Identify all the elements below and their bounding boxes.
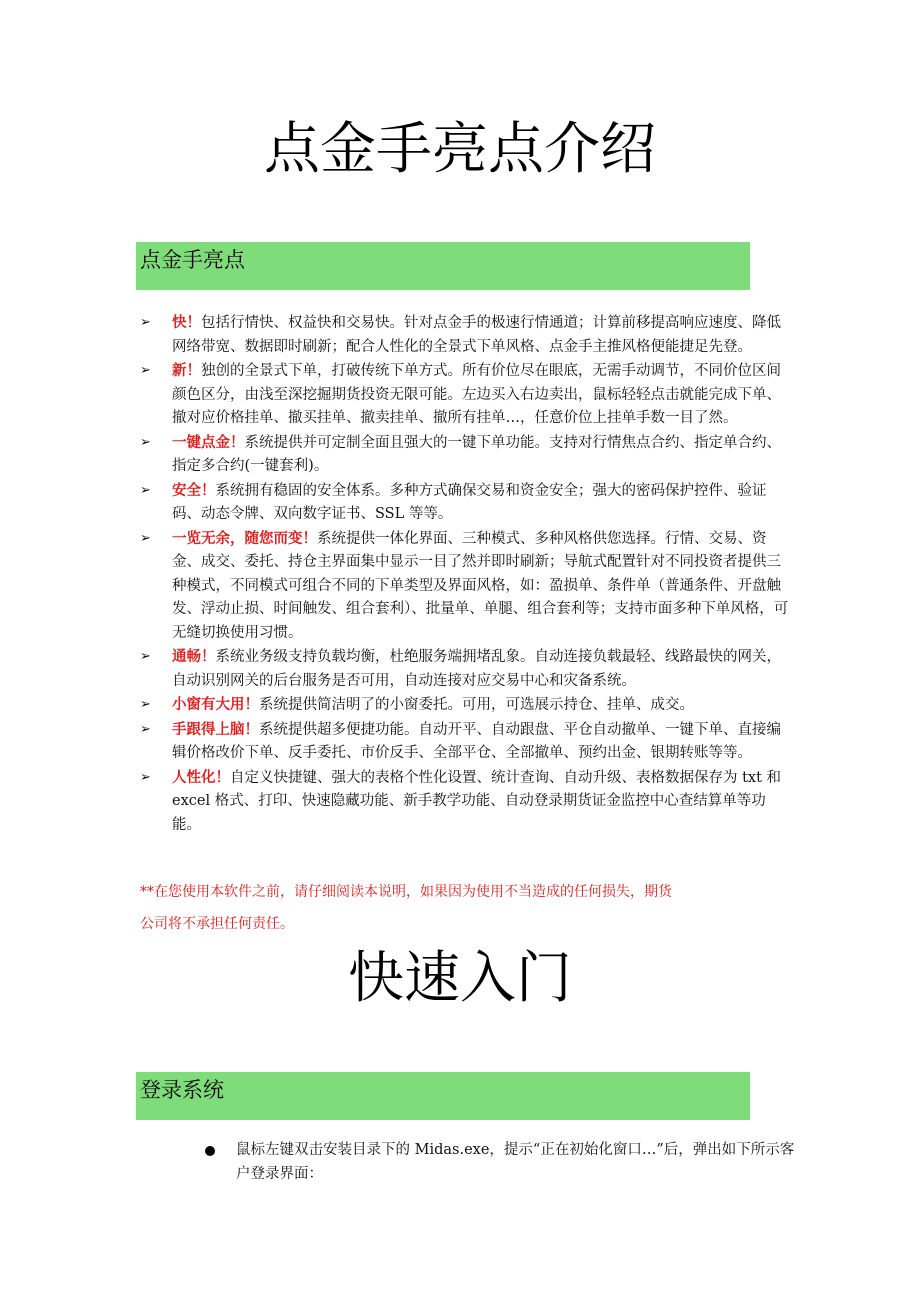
highlight-keyword: 手跟得上脑！ <box>172 720 259 738</box>
arrow-bullet-icon: ➢ <box>140 482 151 498</box>
highlight-keyword: 通畅！ <box>172 648 216 665</box>
highlight-keyword: 安全！ <box>172 481 216 499</box>
highlight-item <box>140 311 790 359</box>
highlight-item <box>140 718 790 766</box>
highlight-text: 系统提供超多便捷功能。自动开平、自动跟盘、平仓自动撤单、一键下单、直接编辑价格改价下单、反手委托、市价反手、全部平仓、全部撤单、预约出金、银期转账等等。 <box>172 721 781 761</box>
login-instruction-text: 鼠标左键双击安装目录下的 Midas.exe，提示“正在初始化窗口…”后，弹出如下所示客户登录界面： <box>236 1142 795 1182</box>
highlight-text: 包括行情快、权益快和交易快。针对点金手的极速行情通道；计算前移提高响应速度、降低网络带宽、数据即时刷新；配合人性化的全景式下单风格、点金手主推风格便能捷足先登。 <box>172 315 781 355</box>
arrow-bullet-icon: ➢ <box>140 530 151 546</box>
highlight-keyword: 一览无余，随您而变！ <box>172 529 317 547</box>
highlight-text: 系统业务级支持负载均衡，杜绝服务端拥堵乱象。自动连接负载最轻、线路最快的网关，自动识别网关的后台服务是否可用，自动连接对应交易中心和灾备系统。 <box>172 649 781 689</box>
section-header-highlights: 点金手亮点 <box>136 242 750 290</box>
arrow-bullet-icon: ➢ <box>140 721 151 737</box>
highlight-item <box>140 359 790 431</box>
highlight-text: 系统拥有稳固的安全体系。多种方式确保交易和资金安全；强大的密码保护控件、验证码、动态令牌、双向数字证书、SSL 等等。 <box>172 482 767 522</box>
highlight-keyword: 人性化！ <box>172 768 230 786</box>
arrow-bullet-icon: ➢ <box>140 649 151 664</box>
highlight-text: 系统提供一体化界面、三种模式、多种风格供您选择。行情、交易、资金、成交、委托、持仓主界面集中显示一目了然并即时刷新；导航式配置针对不同投资者提供三种模式，不同模式可组合不同的下单类型及界面风格，如：盈损单、条件单（普通条件、开盘触发、浮动止损、时间触发、组合套利）、批量单、单腿、组合套利等；支持市面多种下单风格，可无缝切换使用习惯。 <box>172 530 789 641</box>
highlight-text: 系统提供并可定制全面且强大的一键下单功能。支持对行情焦点合约、指定单合约、指定多合约(一键套利)。 <box>172 434 781 474</box>
highlights-list <box>140 311 790 837</box>
highlight-text: 独创的全景式下单，打破传统下单方式。所有价位尽在眼底，无需手动调节，不同价位区间颜色区分，由浅至深挖掘期货投资无限可能。左边买入右边卖出，鼠标轻轻点击就能完成下单、撤对应价格挂单、撤买挂单、撤卖挂单、撤所有挂单…，任意价位上挂单手数一目了然。 <box>172 363 781 426</box>
highlight-text: 系统提供简洁明了的小窗委托。可用，可选展示持仓、挂单、成交。 <box>259 697 694 713</box>
highlight-item <box>140 527 790 646</box>
login-instruction <box>203 1139 796 1186</box>
highlight-item <box>140 431 790 479</box>
page-title: 点金手亮点介绍 <box>264 117 656 182</box>
arrow-bullet-icon: ➢ <box>140 363 151 378</box>
round-bullet-icon <box>205 1146 215 1156</box>
highlight-item <box>140 645 790 693</box>
highlight-text: 自定义快捷键、强大的表格个性化设置、统计查询、自动升级、表格数据保存为 txt 和 excel 格式、打印、快速隐藏功能、新手教学功能、自动登录期货证金监控中心查结算单等功能。 <box>172 769 782 833</box>
arrow-bullet-icon: ➢ <box>140 769 151 785</box>
highlight-keyword: 快！ <box>172 314 201 331</box>
disclaimer-line-2: 公司将不承担任何责任。 <box>140 916 294 932</box>
highlight-keyword: 小窗有大用！ <box>172 696 259 713</box>
highlight-item <box>140 479 790 527</box>
highlight-item <box>140 693 790 718</box>
highlight-item <box>140 766 790 838</box>
highlight-keyword: 一键点金！ <box>172 433 245 451</box>
arrow-bullet-icon: ➢ <box>140 434 151 450</box>
quickstart-title: 快速入门 <box>348 946 572 1011</box>
highlight-keyword: 新！ <box>172 362 201 379</box>
disclaimer-line-1: **在您使用本软件之前，请仔细阅读本说明，如果因为使用不当造成的任何损失，期货 <box>140 884 672 900</box>
section-header-login: 登录系统 <box>136 1072 750 1120</box>
arrow-bullet-icon: ➢ <box>140 315 151 330</box>
arrow-bullet-icon: ➢ <box>140 697 151 712</box>
